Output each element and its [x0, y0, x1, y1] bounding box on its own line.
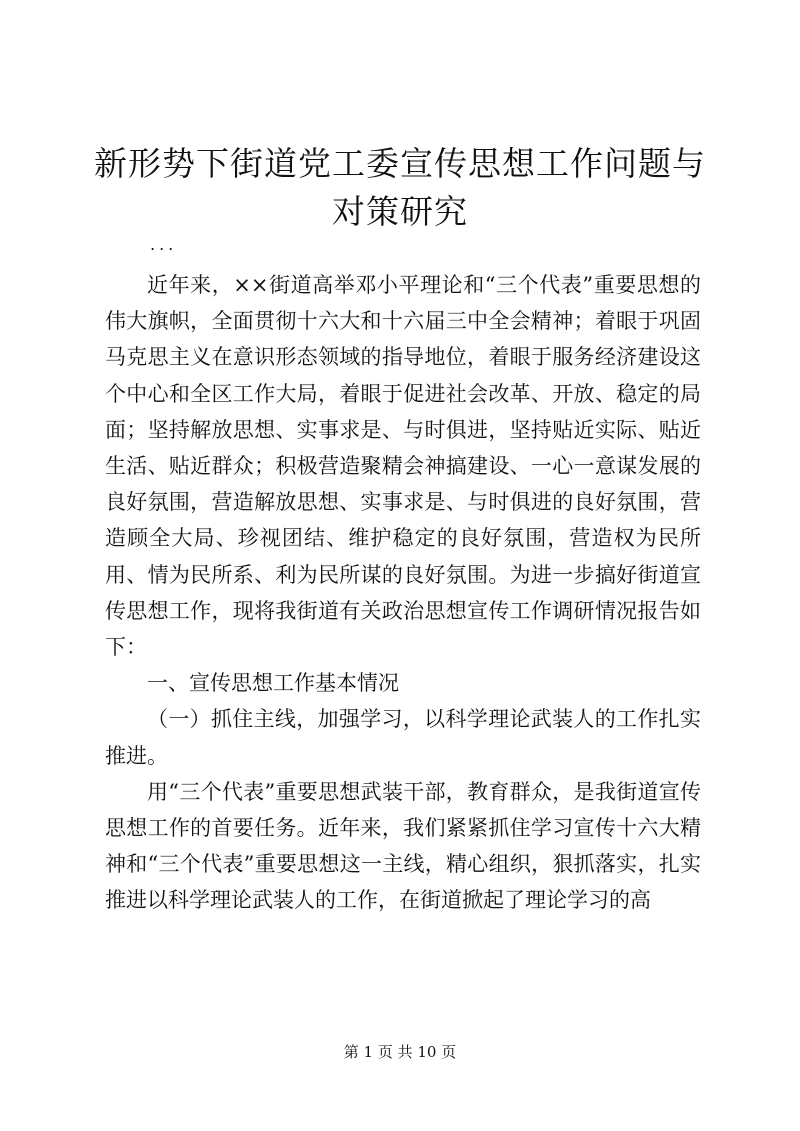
document-body: [105, 267, 701, 919]
section-heading: 一、宣传思想工作基本情况: [147, 671, 399, 696]
subsection-heading: （一）抓住主线，加强学习，以科学理论武装人的工作扎实推进。: [105, 707, 701, 768]
page-footer: 第 1 页 共 10 页: [343, 1043, 457, 1061]
paragraph-body: 用“三个代表”重要思想武装干部，教育群众，是我街道宣传思想工作的首要任务。近年来，我们紧紧抓住学习宣传十六大精神和“三个代表”重要思想这一主线，精心组织，狠抓落实，扎实推进以科学理论武装人的工作，在街道掀起了理论学习的高: [105, 779, 701, 913]
ellipsis-marker: ...: [150, 235, 178, 254]
paragraph-intro: 近年来，××街道高举邓小平理论和“三个代表”重要思想的伟大旗帜，全面贯彻十六大和十六届三中全会精神；着眼于巩固马克思主义在意识形态领域的指导地位，着眼于服务经济建设这个中心和全区工作大局，着眼于促进社会改革、开放、稳定的局面；坚持解放思想、实事求是、与时俱进，坚持贴近实际、贴近生活、贴近群众；积极营造聚精会神搞建设、一心一意谋发展的良好氛围，营造解放思想、实事求是、与时俱进的良好氛围，营造顾全大局、珍视团结、维护稳定的良好氛围，营造权为民所用、情为民所系、利为民所谋的良好氛围。为进一步搞好街道宣传思想工作，现将我街道有关政治思想宣传工作调研情况报告如下：: [105, 273, 701, 660]
document-title: 新形势下街道党工委宣传思想工作问题与对策研究: [94, 144, 706, 231]
